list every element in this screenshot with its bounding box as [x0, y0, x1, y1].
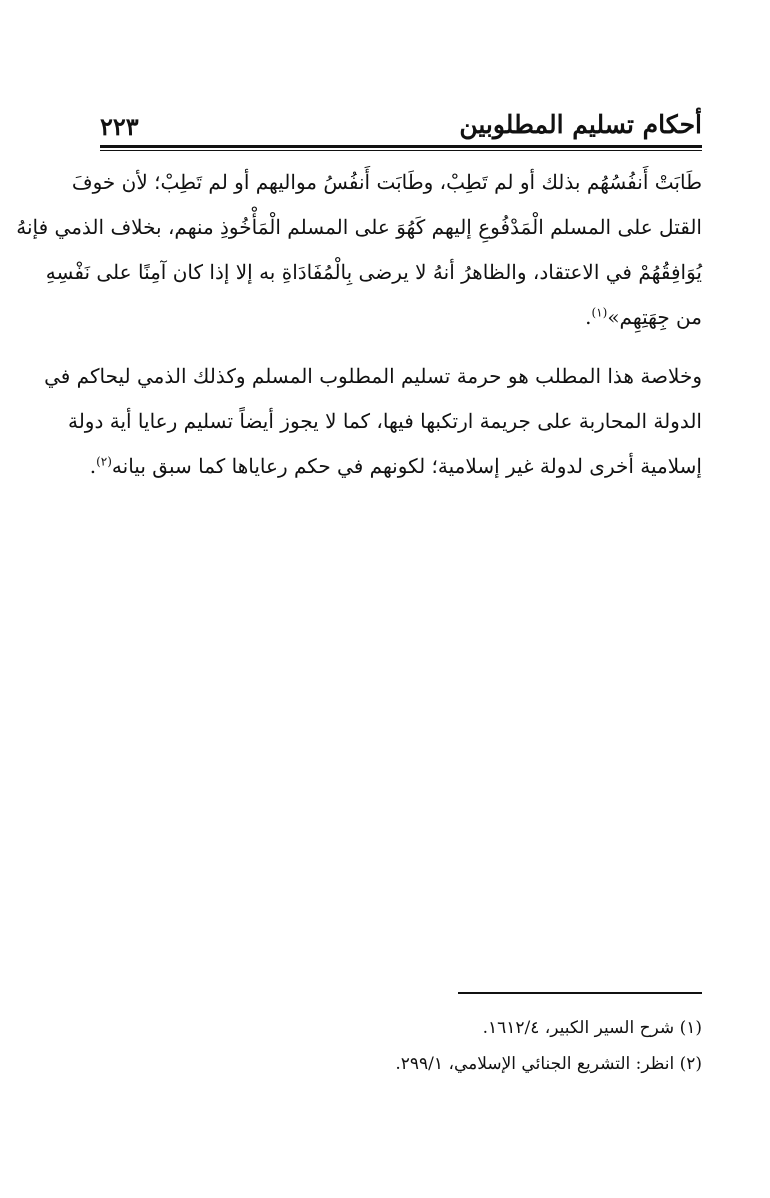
conclusion-text: إسلامية أخرى لدولة غير إسلامية؛ لكونهم في حكم رعاياها كما سبق بيانه — [111, 454, 702, 478]
text-line: القتل على المسلم الْمَدْفُوعِ إليهم كَهُوَ على المسلم الْمَأْخُوذِ منهم، بخلاف الذمي فإنهُ — [16, 215, 702, 239]
footnote-ref-1: (١) — [591, 305, 608, 320]
sentence-end: . — [89, 454, 97, 478]
running-head — [100, 108, 702, 144]
paragraph-gap — [100, 340, 702, 354]
body-text — [16, 160, 702, 489]
text-line: الدولة المحاربة على جريمة ارتكبها فيها، كما لا يجوز أيضاً تسليم رعايا أية دولة — [67, 409, 702, 433]
page-number: ٢٢٣ — [100, 112, 139, 141]
footnote-separator — [458, 992, 702, 994]
paragraph-2 — [44, 354, 702, 489]
text-line: يُوَافِقُهُمْ في الاعتقاد، والظاهرُ أنهُ لا يرضى بِالْمُفَادَاةِ به إلا إذا كان آمِنًا على نَفْسِهِ — [45, 260, 702, 284]
footnotes — [100, 1010, 702, 1082]
footnote-ref-2: (٢) — [96, 454, 112, 469]
text-line-last — [89, 444, 702, 489]
header-rule-thick — [100, 145, 702, 148]
footnote-2: (٢) انظر: التشريع الجنائي الإسلامي، ٢٩٩/١. — [395, 1054, 702, 1074]
running-title: أحكام تسليم المطلوبين — [459, 110, 702, 139]
text-line-last — [100, 295, 702, 340]
footnote-1: (١) شرح السير الكبير، ١٦١٢/٤. — [482, 1018, 702, 1038]
quote-end-text: من جِهَتِهِم» — [607, 305, 702, 329]
header-rule-thin — [100, 150, 702, 151]
text-line: طَابَتْ أَنفُسُهُم بذلك أو لم تَطِبْ، وطَابَت أَنفُسُ مواليهم أو لم تَطِبْ؛ لأن خوفَ — [71, 170, 702, 194]
text-line: وخلاصة هذا المطلب هو حرمة تسليم المطلوب المسلم وكذلك الذمي ليحاكم في — [44, 364, 702, 388]
paragraph-1 — [16, 160, 702, 340]
sentence-end: . — [585, 305, 592, 329]
